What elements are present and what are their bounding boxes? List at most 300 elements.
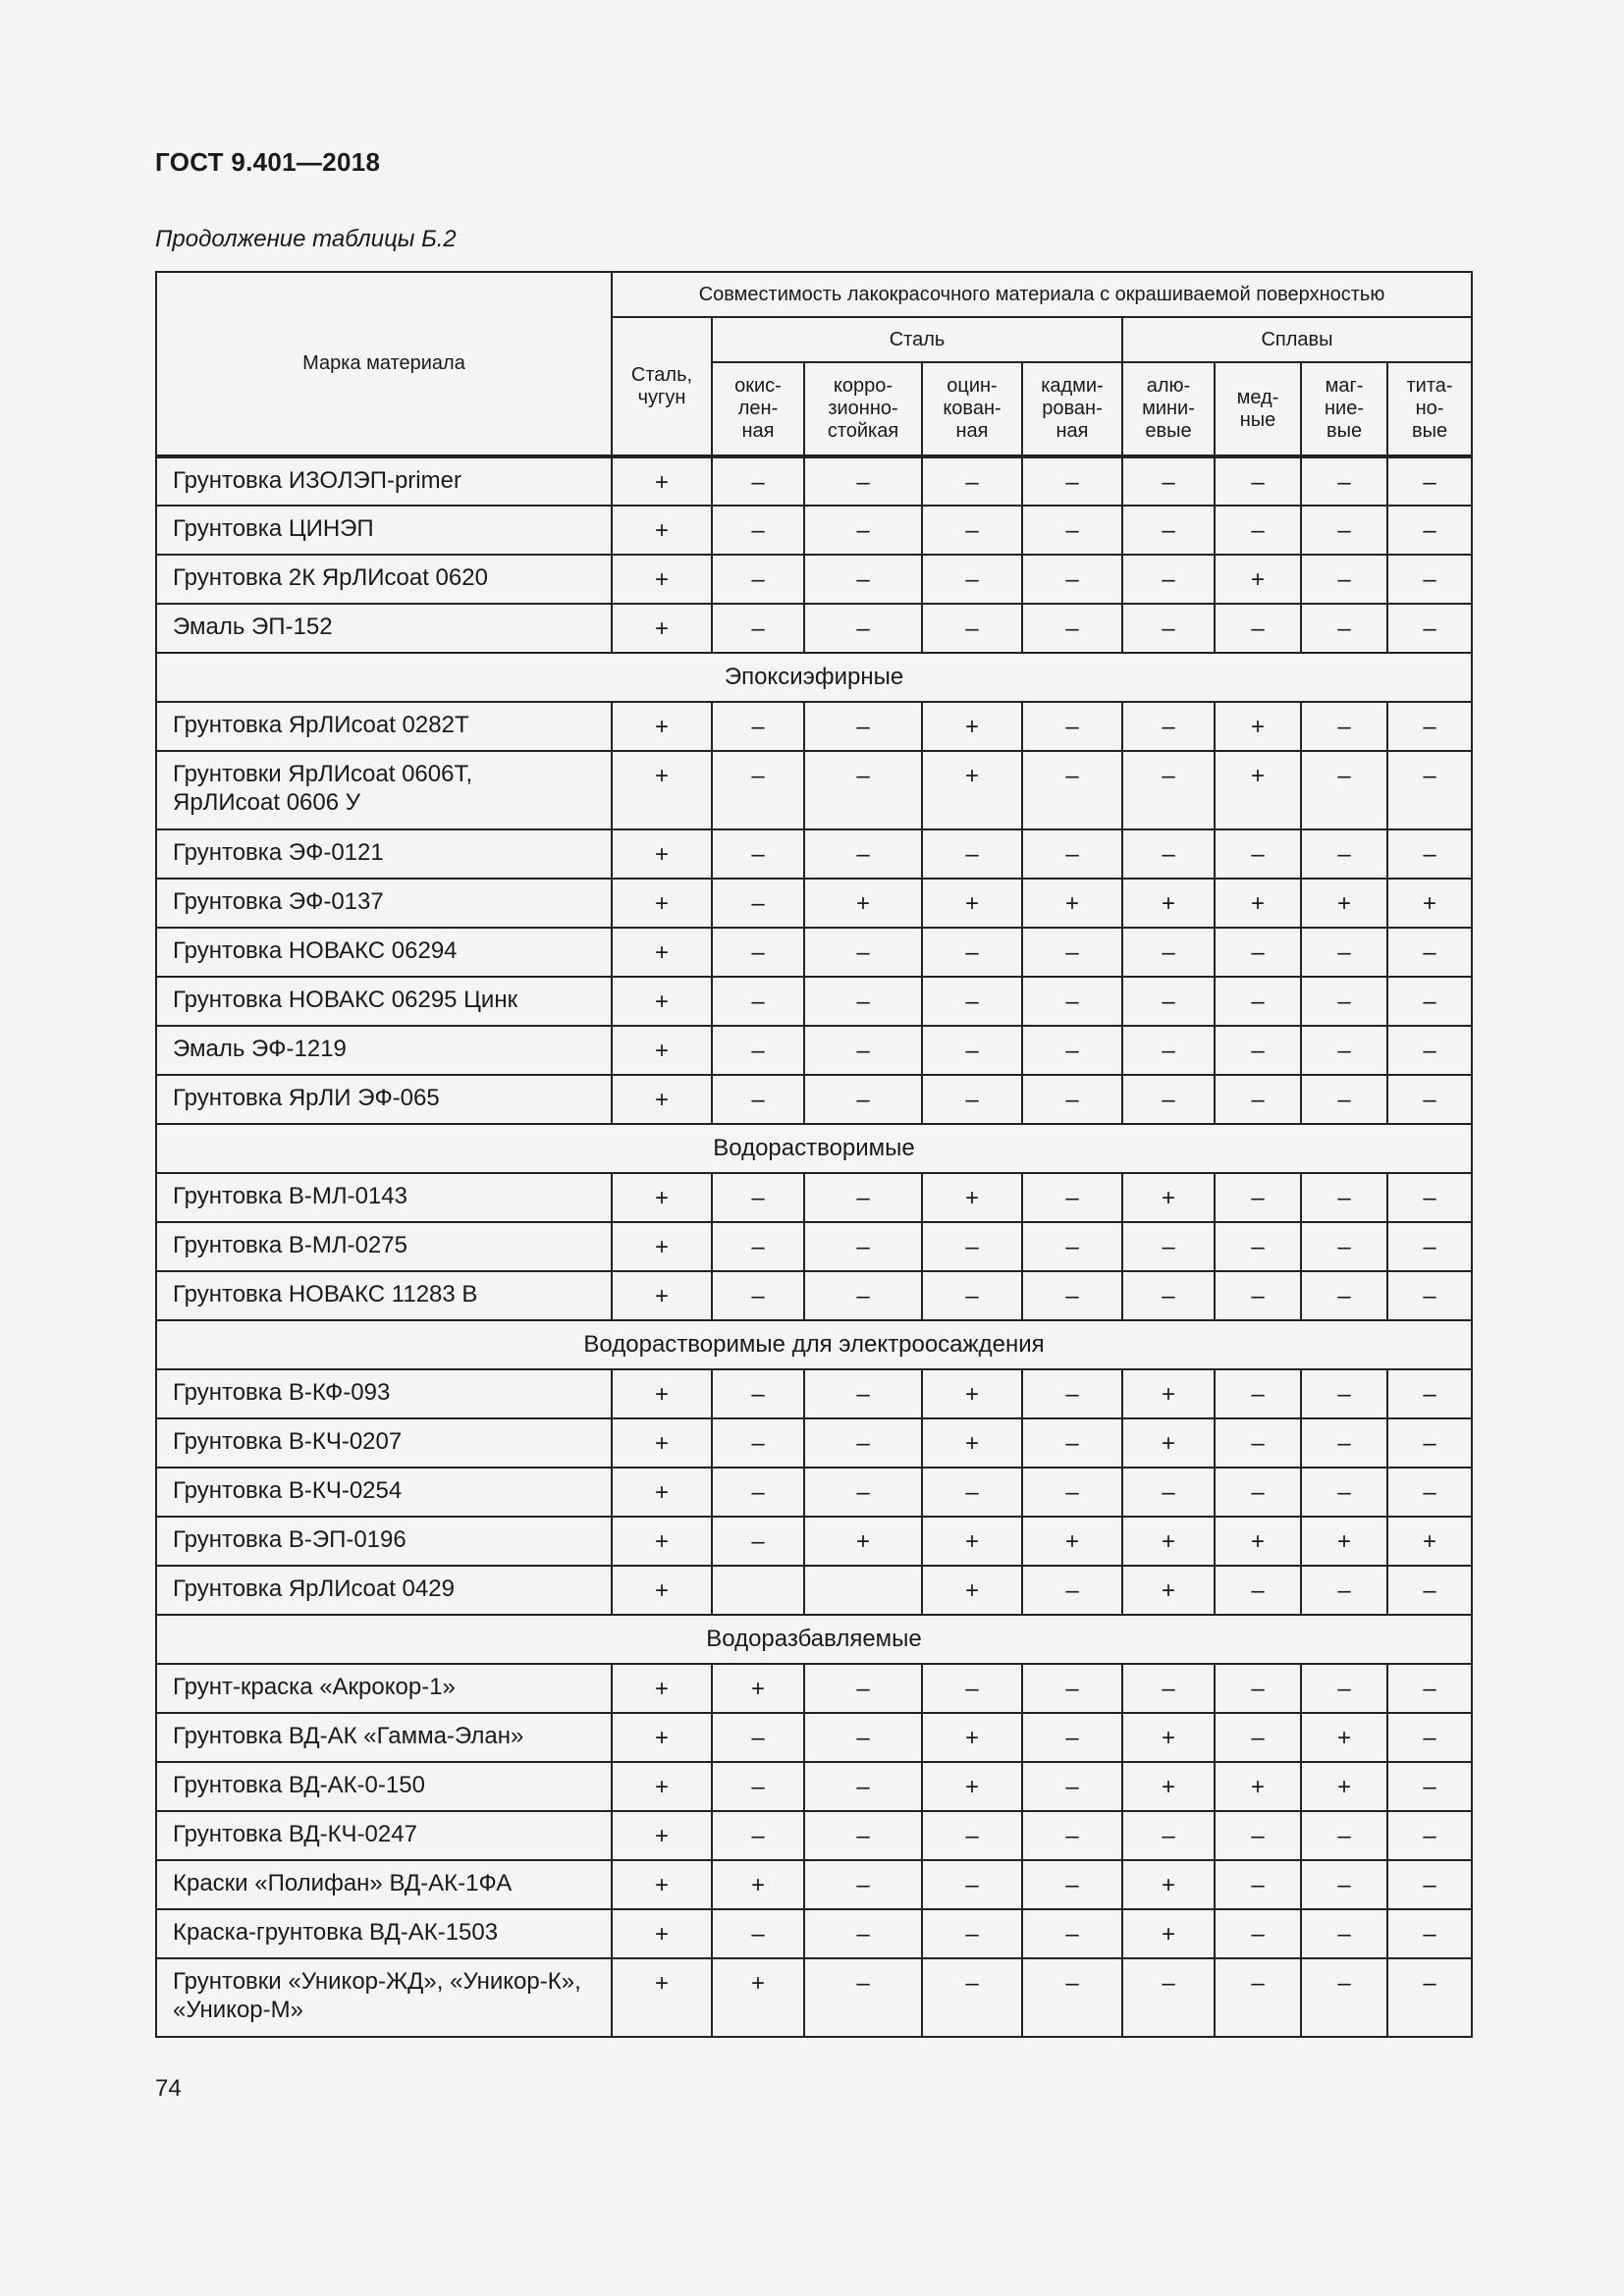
compatibility-cell: + <box>922 751 1022 829</box>
header-magnesium: маг- ние- вые <box>1301 362 1387 456</box>
material-name-cell: Грунтовка В-МЛ-0143 <box>156 1173 612 1222</box>
compatibility-cell: + <box>1387 1517 1472 1566</box>
material-name-cell: Грунт-краска «Акрокор-1» <box>156 1664 612 1713</box>
compatibility-cell: – <box>1022 702 1122 751</box>
compatibility-cell: – <box>712 1026 804 1075</box>
compatibility-cell: – <box>1387 1468 1472 1517</box>
compatibility-cell: – <box>804 1468 922 1517</box>
compatibility-cell: – <box>1301 1026 1387 1075</box>
table-row <box>156 1713 1472 1762</box>
header-stainless: корро- зионно- стойкая <box>804 362 922 456</box>
header-oxidized: окис- лен- ная <box>712 362 804 456</box>
compatibility-cell: – <box>1022 506 1122 555</box>
compatibility-cell: – <box>1301 928 1387 977</box>
compatibility-cell: – <box>1215 1271 1301 1320</box>
compatibility-cell: – <box>1122 1468 1215 1517</box>
compatibility-cell: – <box>804 1958 922 2037</box>
compatibility-table <box>155 271 1473 2038</box>
compatibility-cell: + <box>1122 1909 1215 1958</box>
compatibility-cell: – <box>804 1026 922 1075</box>
compatibility-cell: + <box>612 506 712 555</box>
compatibility-cell: – <box>1301 1664 1387 1713</box>
table-continuation-caption: Продолжение таблицы Б.2 <box>155 226 457 252</box>
compatibility-cell: + <box>1215 1762 1301 1811</box>
compatibility-cell: + <box>1301 1762 1387 1811</box>
table-row <box>156 1418 1472 1468</box>
table-row <box>156 1517 1472 1566</box>
compatibility-cell: + <box>612 555 712 604</box>
table-row <box>156 928 1472 977</box>
compatibility-cell: + <box>612 928 712 977</box>
table-header <box>156 272 1472 456</box>
compatibility-cell: – <box>1387 1075 1472 1124</box>
material-name-cell: Краска-грунтовка ВД-АК-1503 <box>156 1909 612 1958</box>
compatibility-cell: + <box>1301 1517 1387 1566</box>
table-row <box>156 604 1472 653</box>
compatibility-cell: – <box>1301 1418 1387 1468</box>
compatibility-cell: – <box>1301 1173 1387 1222</box>
compatibility-cell: – <box>1387 1713 1472 1762</box>
compatibility-cell: + <box>612 829 712 879</box>
compatibility-cell: – <box>1301 751 1387 829</box>
compatibility-cell: – <box>922 456 1022 506</box>
compatibility-cell: + <box>712 1958 804 2037</box>
compatibility-cell: + <box>1122 1418 1215 1468</box>
compatibility-cell: + <box>1215 1517 1301 1566</box>
table-body <box>156 456 1472 2037</box>
compatibility-cell: – <box>804 751 922 829</box>
table-row <box>156 1566 1472 1615</box>
material-name-cell: Краски «Полифан» ВД-АК-1ФА <box>156 1860 612 1909</box>
compatibility-cell: – <box>1122 506 1215 555</box>
compatibility-cell: – <box>1022 1468 1122 1517</box>
compatibility-cell: – <box>922 977 1022 1026</box>
compatibility-cell <box>712 1566 804 1615</box>
compatibility-cell: + <box>1122 1173 1215 1222</box>
compatibility-cell: + <box>612 1468 712 1517</box>
header-material-brand: Марка материала <box>156 272 612 456</box>
compatibility-cell: – <box>1301 456 1387 506</box>
compatibility-cell: – <box>1387 1026 1472 1075</box>
header-galvanized: оцин- кован- ная <box>922 362 1022 456</box>
table-row <box>156 1468 1472 1517</box>
material-name-cell: Грунтовка ЭФ-0121 <box>156 829 612 879</box>
compatibility-cell: – <box>712 1468 804 1517</box>
compatibility-cell: – <box>712 604 804 653</box>
compatibility-cell: – <box>712 1762 804 1811</box>
compatibility-cell: – <box>1022 1418 1122 1468</box>
compatibility-cell: – <box>804 1075 922 1124</box>
header-cadmium: кадми- рован- ная <box>1022 362 1122 456</box>
material-name-cell: Грунтовка НОВАКС 06294 <box>156 928 612 977</box>
material-name-cell: Грунтовка В-КЧ-0254 <box>156 1468 612 1517</box>
material-name-cell: Эмаль ЭП-152 <box>156 604 612 653</box>
compatibility-cell: – <box>1301 1958 1387 2037</box>
compatibility-cell: – <box>1022 1664 1122 1713</box>
compatibility-cell: – <box>1022 1566 1122 1615</box>
compatibility-cell: – <box>804 1369 922 1418</box>
compatibility-cell: + <box>612 604 712 653</box>
table-row <box>156 702 1472 751</box>
table-row <box>156 1026 1472 1075</box>
compatibility-cell: – <box>1387 829 1472 879</box>
compatibility-cell: – <box>1301 1566 1387 1615</box>
compatibility-cell: – <box>922 1811 1022 1860</box>
compatibility-cell: – <box>712 1713 804 1762</box>
table-row <box>156 1811 1472 1860</box>
compatibility-cell: – <box>1301 506 1387 555</box>
compatibility-cell: + <box>612 1418 712 1468</box>
compatibility-cell: – <box>1387 977 1472 1026</box>
compatibility-cell: – <box>1301 604 1387 653</box>
compatibility-cell: + <box>612 1762 712 1811</box>
compatibility-cell: – <box>1022 1762 1122 1811</box>
compatibility-cell: + <box>612 879 712 928</box>
compatibility-cell: – <box>1022 1075 1122 1124</box>
compatibility-cell: – <box>1215 1026 1301 1075</box>
compatibility-cell: – <box>922 1664 1022 1713</box>
compatibility-cell: – <box>1387 1369 1472 1418</box>
header-steel-group: Сталь <box>712 317 1122 362</box>
compatibility-cell: + <box>1122 1369 1215 1418</box>
compatibility-cell: – <box>1122 829 1215 879</box>
compatibility-cell: – <box>1122 702 1215 751</box>
compatibility-cell: – <box>1022 1811 1122 1860</box>
compatibility-cell: – <box>922 555 1022 604</box>
compatibility-cell: – <box>1301 1222 1387 1271</box>
compatibility-cell: – <box>922 1860 1022 1909</box>
compatibility-cell: – <box>1215 1222 1301 1271</box>
material-name-cell: Грунтовка ЯрЛИcoat 0282Т <box>156 702 612 751</box>
table-row <box>156 1369 1472 1418</box>
compatibility-cell: + <box>1215 879 1301 928</box>
compatibility-cell: – <box>922 604 1022 653</box>
compatibility-cell: – <box>1301 1075 1387 1124</box>
material-name-cell: Грунтовка ВД-АК «Гамма-Элан» <box>156 1713 612 1762</box>
material-name-cell: Грунтовка ЯрЛИcoat 0429 <box>156 1566 612 1615</box>
compatibility-cell: – <box>1122 456 1215 506</box>
compatibility-cell: + <box>612 1222 712 1271</box>
compatibility-cell: – <box>1387 1271 1472 1320</box>
compatibility-cell: – <box>1022 1271 1122 1320</box>
compatibility-cell: + <box>612 1271 712 1320</box>
compatibility-cell: + <box>922 879 1022 928</box>
compatibility-cell: – <box>804 1222 922 1271</box>
compatibility-cell: – <box>712 977 804 1026</box>
section-title: Водорастворимые <box>156 1124 1472 1173</box>
compatibility-cell: + <box>804 879 922 928</box>
compatibility-cell: + <box>1022 1517 1122 1566</box>
compatibility-cell: – <box>1215 928 1301 977</box>
compatibility-cell: – <box>712 1369 804 1418</box>
material-name-cell: Грунтовка ИЗОЛЭП-primer <box>156 456 612 506</box>
material-name-cell: Грунтовки «Уникор-ЖД», «Уникор-К», «Уникор-М» <box>156 1958 612 2037</box>
material-name-cell: Грунтовка ЦИНЭП <box>156 506 612 555</box>
compatibility-cell: + <box>712 1860 804 1909</box>
compatibility-cell: + <box>612 1958 712 2037</box>
compatibility-cell: + <box>612 1075 712 1124</box>
compatibility-cell: + <box>1215 751 1301 829</box>
compatibility-cell: – <box>1301 1909 1387 1958</box>
section-title: Водорастворимые для электроосаждения <box>156 1320 1472 1369</box>
compatibility-cell: – <box>1022 604 1122 653</box>
compatibility-cell: – <box>1215 456 1301 506</box>
compatibility-cell: – <box>1215 1860 1301 1909</box>
compatibility-cell: – <box>922 506 1022 555</box>
table-row <box>156 1664 1472 1713</box>
compatibility-cell: + <box>612 1811 712 1860</box>
material-name-cell: Эмаль ЭФ-1219 <box>156 1026 612 1075</box>
compatibility-cell: – <box>712 1517 804 1566</box>
compatibility-cell: + <box>922 702 1022 751</box>
compatibility-cell: + <box>804 1517 922 1566</box>
compatibility-cell: + <box>1122 1517 1215 1566</box>
compatibility-cell: – <box>712 555 804 604</box>
compatibility-cell: + <box>1215 555 1301 604</box>
compatibility-cell: – <box>1122 1026 1215 1075</box>
compatibility-cell: – <box>1301 1369 1387 1418</box>
compatibility-cell: + <box>922 1517 1022 1566</box>
compatibility-cell: – <box>1215 1075 1301 1124</box>
compatibility-cell: – <box>804 1418 922 1468</box>
compatibility-cell: – <box>1022 977 1122 1026</box>
material-name-cell: Грунтовка НОВАКС 11283 В <box>156 1271 612 1320</box>
compatibility-cell: – <box>1122 977 1215 1026</box>
compatibility-cell: – <box>1301 977 1387 1026</box>
compatibility-cell: – <box>922 1958 1022 2037</box>
compatibility-cell: – <box>804 506 922 555</box>
compatibility-cell: – <box>1387 604 1472 653</box>
compatibility-cell: – <box>804 1271 922 1320</box>
material-name-cell: Грунтовка ВД-АК-0-150 <box>156 1762 612 1811</box>
compatibility-cell: – <box>804 1664 922 1713</box>
compatibility-cell: – <box>1387 1222 1472 1271</box>
compatibility-cell: – <box>1387 751 1472 829</box>
compatibility-cell: – <box>1387 1860 1472 1909</box>
compatibility-cell: – <box>1122 1075 1215 1124</box>
compatibility-cell: – <box>712 702 804 751</box>
compatibility-cell: – <box>1022 1369 1122 1418</box>
compatibility-cell: – <box>1215 1664 1301 1713</box>
compatibility-cell: + <box>612 1860 712 1909</box>
compatibility-cell: – <box>712 506 804 555</box>
compatibility-cell: – <box>1301 829 1387 879</box>
compatibility-cell: – <box>712 1075 804 1124</box>
compatibility-cell: – <box>1215 1909 1301 1958</box>
page-number: 74 <box>155 2075 182 2102</box>
compatibility-cell: – <box>1215 1418 1301 1468</box>
compatibility-cell: – <box>804 604 922 653</box>
compatibility-cell: + <box>1122 1713 1215 1762</box>
compatibility-cell: – <box>922 928 1022 977</box>
compatibility-cell: – <box>1122 555 1215 604</box>
compatibility-cell: – <box>804 456 922 506</box>
section-title: Эпоксиэфирные <box>156 653 1472 702</box>
compatibility-cell: – <box>1022 1713 1122 1762</box>
table-row <box>156 1173 1472 1222</box>
header-steel-cast-iron: Сталь, чугун <box>612 317 712 456</box>
compatibility-cell: – <box>1301 1468 1387 1517</box>
table-row <box>156 1222 1472 1271</box>
compatibility-cell: – <box>804 829 922 879</box>
compatibility-cell: – <box>1387 1811 1472 1860</box>
compatibility-cell <box>804 1566 922 1615</box>
compatibility-cell: – <box>1122 751 1215 829</box>
compatibility-cell: – <box>1215 1468 1301 1517</box>
compatibility-cell: – <box>922 1026 1022 1075</box>
compatibility-cell: – <box>1022 1958 1122 2037</box>
compatibility-cell: – <box>1387 1664 1472 1713</box>
compatibility-cell: – <box>804 1762 922 1811</box>
compatibility-cell: – <box>1215 1566 1301 1615</box>
compatibility-cell: – <box>1387 1173 1472 1222</box>
compatibility-cell: – <box>1022 1222 1122 1271</box>
compatibility-cell: + <box>612 1909 712 1958</box>
compatibility-cell: – <box>712 456 804 506</box>
compatibility-cell: – <box>922 1909 1022 1958</box>
compatibility-cell: – <box>1022 1173 1122 1222</box>
compatibility-cell: + <box>922 1566 1022 1615</box>
compatibility-cell: – <box>1122 1222 1215 1271</box>
compatibility-cell: – <box>1301 1811 1387 1860</box>
compatibility-cell: – <box>804 928 922 977</box>
compatibility-cell: – <box>712 1418 804 1468</box>
table-row <box>156 1958 1472 2037</box>
header-alloys-group: Сплавы <box>1122 317 1472 362</box>
compatibility-cell: + <box>922 1173 1022 1222</box>
compatibility-cell: – <box>1387 1762 1472 1811</box>
compatibility-cell: + <box>612 702 712 751</box>
compatibility-cell: + <box>1122 1860 1215 1909</box>
table-row <box>156 879 1472 928</box>
compatibility-cell: – <box>804 1909 922 1958</box>
compatibility-cell: – <box>1387 555 1472 604</box>
section-row <box>156 1320 1472 1369</box>
compatibility-cell: – <box>1215 977 1301 1026</box>
compatibility-cell: – <box>1387 1909 1472 1958</box>
compatibility-cell: – <box>1215 1173 1301 1222</box>
table-row <box>156 456 1472 506</box>
compatibility-cell: + <box>1122 1762 1215 1811</box>
compatibility-cell: – <box>1022 1909 1122 1958</box>
compatibility-cell: – <box>1387 1418 1472 1468</box>
material-name-cell: Грунтовка ЭФ-0137 <box>156 879 612 928</box>
table-row <box>156 1271 1472 1320</box>
table-row <box>156 1860 1472 1909</box>
compatibility-cell: – <box>922 1468 1022 1517</box>
compatibility-cell: – <box>1022 751 1122 829</box>
compatibility-cell: – <box>1215 1369 1301 1418</box>
compatibility-cell: + <box>612 1517 712 1566</box>
compatibility-cell: + <box>922 1762 1022 1811</box>
compatibility-cell: + <box>1301 1713 1387 1762</box>
compatibility-cell: + <box>612 751 712 829</box>
material-name-cell: Грунтовка ЯрЛИ ЭФ-065 <box>156 1075 612 1124</box>
compatibility-cell: + <box>1387 879 1472 928</box>
compatibility-cell: – <box>804 1811 922 1860</box>
compatibility-cell: – <box>922 1271 1022 1320</box>
compatibility-cell: + <box>922 1418 1022 1468</box>
compatibility-cell: – <box>712 1811 804 1860</box>
compatibility-cell: – <box>1022 555 1122 604</box>
compatibility-cell: + <box>712 1664 804 1713</box>
compatibility-cell: – <box>1301 555 1387 604</box>
compatibility-cell: – <box>712 928 804 977</box>
table-row <box>156 1075 1472 1124</box>
compatibility-cell: – <box>1215 1811 1301 1860</box>
compatibility-cell: – <box>712 1909 804 1958</box>
header-aluminum: алю- мини- евые <box>1122 362 1215 456</box>
compatibility-cell: + <box>922 1713 1022 1762</box>
compatibility-cell: – <box>804 1860 922 1909</box>
compatibility-cell: + <box>612 977 712 1026</box>
section-title: Водоразбавляемые <box>156 1615 1472 1664</box>
compatibility-cell: – <box>1387 1566 1472 1615</box>
compatibility-cell: – <box>1122 1811 1215 1860</box>
compatibility-cell: + <box>922 1369 1022 1418</box>
compatibility-cell: – <box>804 555 922 604</box>
compatibility-cell: + <box>612 1369 712 1418</box>
compatibility-cell: + <box>1022 879 1122 928</box>
section-row <box>156 1124 1472 1173</box>
material-name-cell: Грунтовки ЯрЛИcoat 0606Т, ЯрЛИcoat 0606 У <box>156 751 612 829</box>
table-row <box>156 1909 1472 1958</box>
compatibility-cell: – <box>1122 928 1215 977</box>
table-row <box>156 829 1472 879</box>
header-titanium: тита- но- вые <box>1387 362 1472 456</box>
compatibility-cell: – <box>1022 1026 1122 1075</box>
material-name-cell: Грунтовка В-КЧ-0207 <box>156 1418 612 1468</box>
compatibility-cell: – <box>804 977 922 1026</box>
compatibility-cell: – <box>1387 702 1472 751</box>
compatibility-cell: – <box>1122 1958 1215 2037</box>
compatibility-cell: + <box>612 1026 712 1075</box>
compatibility-cell: + <box>612 1713 712 1762</box>
table-row <box>156 977 1472 1026</box>
compatibility-cell: – <box>1215 506 1301 555</box>
compatibility-cell: – <box>1387 506 1472 555</box>
compatibility-cell: – <box>922 829 1022 879</box>
document-title: ГОСТ 9.401—2018 <box>155 147 381 177</box>
compatibility-cell: – <box>1022 456 1122 506</box>
material-name-cell: Грунтовка НОВАКС 06295 Цинк <box>156 977 612 1026</box>
compatibility-cell: – <box>1122 1271 1215 1320</box>
compatibility-cell: – <box>1387 928 1472 977</box>
section-row <box>156 1615 1472 1664</box>
compatibility-cell: – <box>804 1713 922 1762</box>
table-row <box>156 506 1472 555</box>
header-compatibility: Совместимость лакокрасочного материала с окрашиваемой поверхностью <box>612 272 1472 317</box>
compatibility-cell: – <box>712 1222 804 1271</box>
compatibility-cell: + <box>612 1664 712 1713</box>
compatibility-cell: – <box>804 1173 922 1222</box>
compatibility-cell: – <box>804 702 922 751</box>
compatibility-cell: – <box>1022 829 1122 879</box>
compatibility-cell: – <box>712 751 804 829</box>
material-name-cell: Грунтовка 2К ЯрЛИcoat 0620 <box>156 555 612 604</box>
compatibility-cell: – <box>1215 604 1301 653</box>
material-name-cell: Грунтовка ВД-КЧ-0247 <box>156 1811 612 1860</box>
compatibility-cell: + <box>1122 1566 1215 1615</box>
material-name-cell: Грунтовка В-МЛ-0275 <box>156 1222 612 1271</box>
compatibility-cell: – <box>1301 1860 1387 1909</box>
table-row <box>156 555 1472 604</box>
compatibility-cell: + <box>612 456 712 506</box>
compatibility-cell: – <box>1122 604 1215 653</box>
compatibility-cell: – <box>712 829 804 879</box>
material-name-cell: Грунтовка В-ЭП-0196 <box>156 1517 612 1566</box>
compatibility-cell: – <box>1301 702 1387 751</box>
